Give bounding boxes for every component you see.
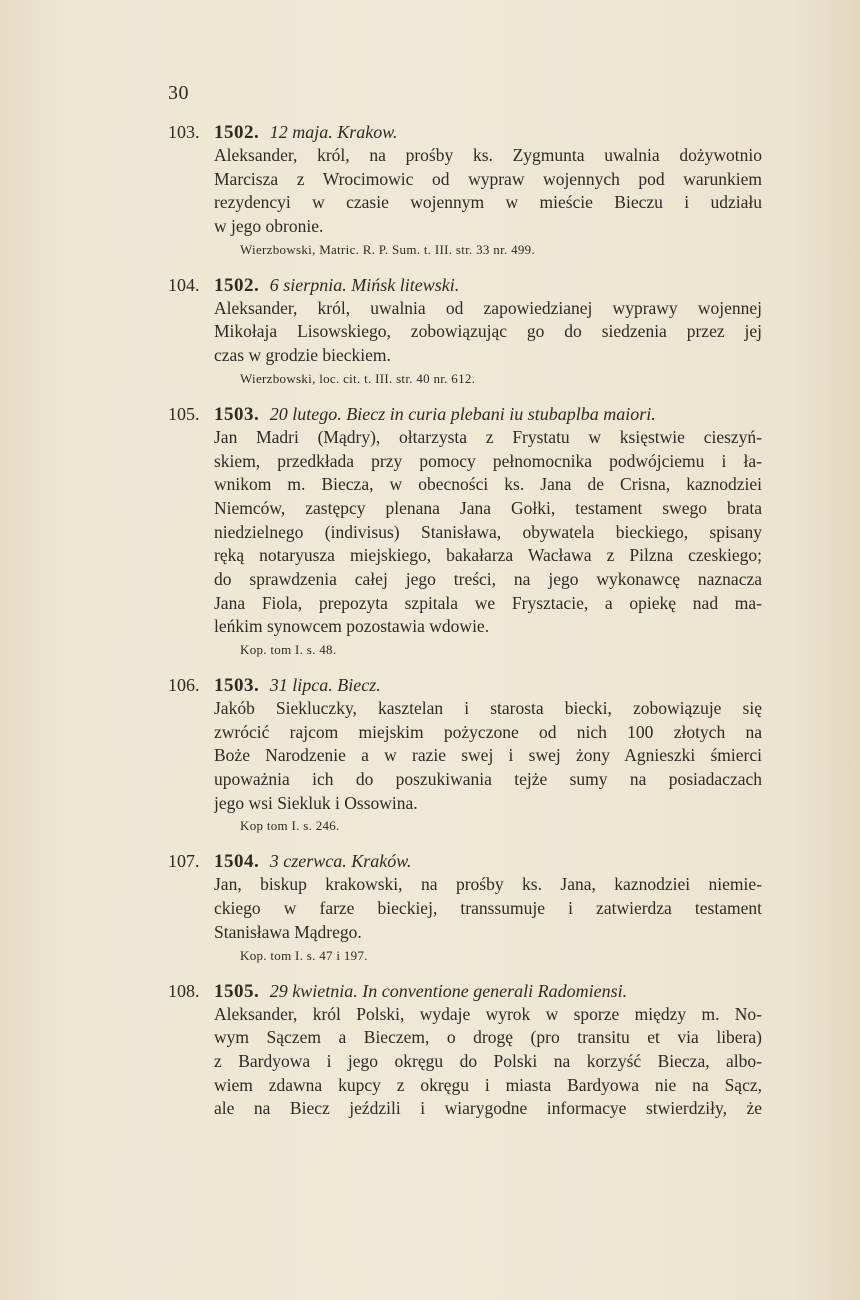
entry-source: Kop. tom I. s. 47 i 197. — [240, 947, 368, 963]
entry-text-line: wym Sączem a Bieczem, o drogę (pro transitu et via libera) — [214, 1027, 762, 1048]
entry-text-line: leńkim synowcem pozostawia wdowie. — [214, 616, 490, 637]
entry-text-line: Stanisława Mądrego. — [214, 921, 362, 942]
entry-source: Kop. tom I. s. 48. — [240, 642, 337, 657]
entry-text-line: Boże Narodzenie a w razie swej i swej żony Agnieszki śmierci — [214, 745, 762, 766]
entry-text-line: skiem, przedkłada przy pomocy pełnomocnika podwójciemu i ła- — [214, 450, 762, 471]
entry-number: 105. — [168, 403, 200, 424]
entry-104 — [0, 273, 860, 390]
entry-text-line: do sprawdzenia całej jego treści, na jego wykonawcę naznacza — [214, 568, 762, 589]
entry-text-line: upoważnia ich do poszukiwania tejże sumy na posiadaczach — [214, 769, 762, 790]
entry-body — [214, 120, 762, 261]
entry-text-line: Jan, biskup krakowski, na prośby ks. Jana, kaznodziei niemie- — [214, 874, 762, 895]
entry-year: 1502. — [214, 122, 260, 143]
entry-date-place: 3 czerwca. Kraków. — [269, 851, 412, 872]
entry-year: 1505. — [214, 980, 260, 1002]
page-number: 30 — [168, 82, 189, 104]
entry-heading — [214, 273, 762, 297]
entry-date-place: 29 kwietnia. In conventione generali Radomiensi. — [269, 980, 628, 1001]
entry-108 — [0, 979, 860, 1121]
entry-number: 104. — [168, 274, 200, 295]
entry-text-line: wnikom m. Biecza, w obecności ks. Jana de Crisna, kaznodziei — [214, 474, 762, 495]
entry-text-line: w jego obronie. — [214, 216, 324, 237]
entry-text-line: Niemców, zastępcy plenana Jana Gołki, testament swego brata — [214, 497, 762, 518]
entry-heading — [214, 402, 762, 426]
entry-text-line: Aleksander, król Polski, wydaje wyrok w sporze między m. No- — [214, 1003, 762, 1024]
entry-text-line: z Bardyowa i jego okręgu do Polski na korzyść Biecza, albo- — [214, 1050, 762, 1071]
entry-source: Wierzbowski, loc. cit. t. III. str. 40 nr. 612. — [240, 370, 476, 386]
entry-107 — [0, 849, 860, 966]
entry-text-line: Mikołaja Lisowskiego, zobowiązując go do siedzenia przez jej — [214, 321, 762, 342]
entry-text-line: ale na Biecz jeździli i wiarygodne informacye stwierdziły, że — [214, 1098, 762, 1119]
entry-heading — [214, 120, 762, 144]
entry-date-place: 20 lutego. Biecz in curia plebani iu stubaplba maiori. — [269, 403, 656, 424]
entry-103 — [0, 120, 860, 261]
entry-106 — [0, 673, 860, 837]
entry-year: 1503. — [214, 675, 260, 696]
entry-year: 1503. — [214, 403, 260, 425]
entry-text-line: jego wsi Siekluk i Ossowina. — [214, 792, 418, 813]
entry-number: 103. — [168, 122, 200, 142]
entry-body — [214, 402, 762, 661]
entry-body — [214, 979, 762, 1121]
entry-text-line: niedzielnego (indivisus) Stanisława, obywatela bieckiego, spisany — [214, 521, 762, 542]
entry-year: 1504. — [214, 851, 260, 873]
entry-source: Wierzbowski, Matric. R. P. Sum. t. III. str. 33 nr. 499. — [240, 241, 536, 257]
entry-text-line: Jan Madri (Mądry), ołtarzysta z Frystatu w księstwie cieszyń- — [214, 426, 762, 447]
entry-source: Kop tom I. s. 246. — [240, 818, 340, 834]
entry-date-place: 6 sierpnia. Mińsk litewski. — [269, 274, 460, 295]
entry-text-line: ręką notaryusza miejskiego, bakałarza Wacława z Pilzna czeskiego; — [214, 545, 762, 566]
entry-text-line: Marcisza z Wrocimowic od wypraw wojennych pod warunkiem — [214, 168, 762, 189]
entry-number: 108. — [168, 980, 200, 1001]
entry-text-line: Jana Fiola, prepozyta szpitala we Frysztacie, a opiekę nad ma- — [214, 592, 762, 613]
entry-heading — [214, 979, 762, 1003]
entry-date-place: 31 lipca. Biecz. — [269, 675, 381, 695]
entry-text-line: czas w grodzie bieckiem. — [214, 345, 391, 366]
entry-text-line: ckiego w farze bieckiej, transsumuje i zatwierdza testament — [214, 898, 762, 919]
entry-number: 106. — [168, 675, 200, 695]
entry-text-line: wiem zdawna kupcy z okręgu i miasta Bardyowa nie na Sącz, — [214, 1074, 762, 1095]
entry-text-line: Aleksander, król, na prośby ks. Zygmunta uwalnia dożywotnio — [214, 145, 762, 165]
entry-heading — [214, 849, 762, 873]
entry-text-line: Jakób Siekluczky, kasztelan i starosta biecki, zobowiązuje się — [214, 698, 762, 718]
entries-list — [0, 120, 860, 1121]
entry-text-line: Aleksander, król, uwalnia od zapowiedzianej wyprawy wojennej — [214, 297, 762, 318]
entry-body — [214, 273, 762, 390]
entry-date-place: 12 maja. Krakow. — [269, 122, 398, 142]
entry-year: 1502. — [214, 274, 260, 296]
entry-text-line: zwrócić rajcom miejskim pożyczone od nich 100 złotych na — [214, 721, 762, 742]
entry-105 — [0, 402, 860, 661]
entry-body — [214, 849, 762, 966]
entry-text-line: rezydencyi w czasie wojennym w mieście Bieczu i udziału — [214, 192, 762, 213]
entry-body — [214, 673, 762, 837]
entry-number: 107. — [168, 851, 200, 872]
entry-heading — [214, 673, 762, 697]
